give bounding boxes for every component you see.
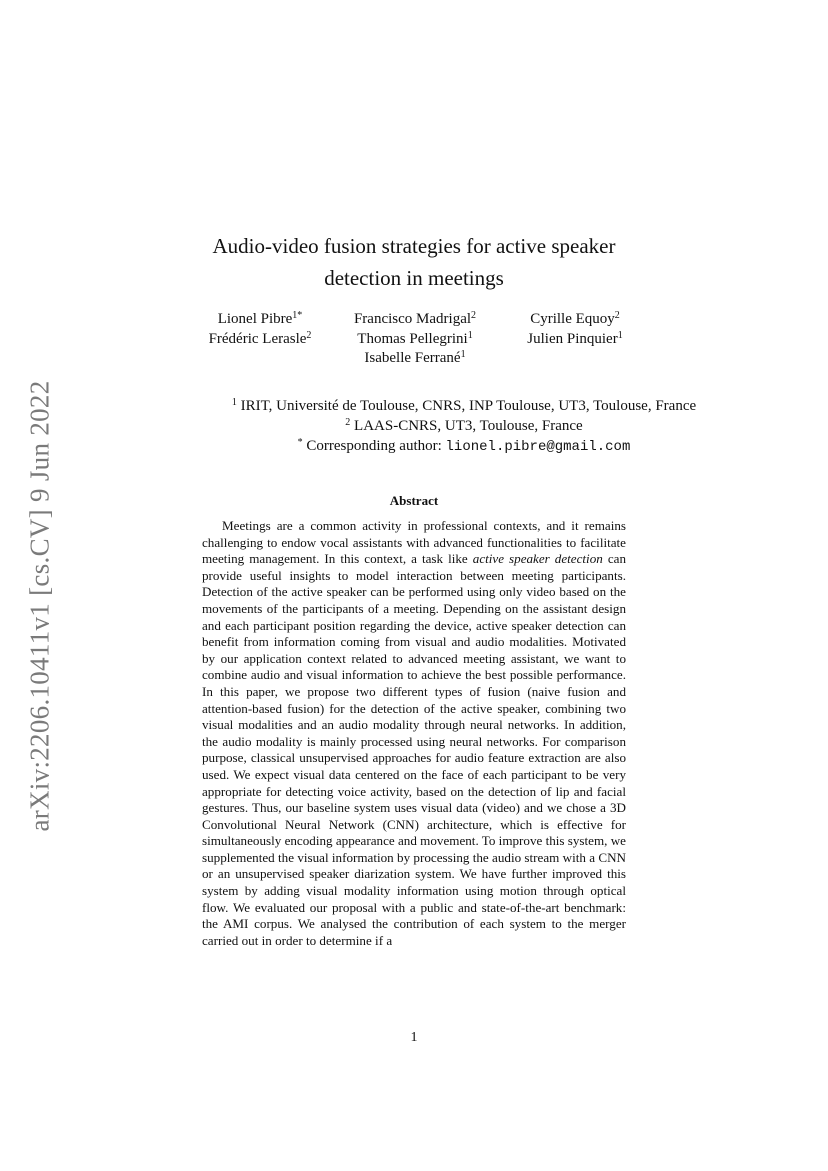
author-affiliation-mark: 2 (306, 329, 312, 341)
author (500, 310, 650, 330)
author (330, 349, 500, 369)
author-column-1 (180, 310, 340, 349)
author-name: Cyrille Equoy (530, 311, 615, 327)
author-affiliation-mark: 1 (467, 329, 473, 341)
author-column-3 (500, 310, 650, 349)
paper-title (150, 230, 678, 294)
author-name: Julien Pinquier (527, 330, 618, 347)
author-affiliation-mark: 1 (617, 329, 623, 341)
abstract-heading: Abstract (389, 493, 439, 508)
author-column-2 (330, 310, 500, 369)
affiliation-2: $^2$ LAAS-CNRS, UT3, Toulouse, France (345, 417, 583, 434)
author (180, 330, 340, 350)
author-name: Francisco Madrigal (353, 311, 472, 327)
author-affiliation-mark: 1 (460, 349, 466, 360)
corresponding-author: * Corresponding author: lionel.pibre@gmail.com (297, 437, 631, 455)
title-line-1: Audio-video fusion strategies for active speaker (212, 234, 616, 258)
author-affiliation-mark: 1* (292, 310, 303, 321)
abstract-emphasis: active speaker detection (472, 551, 603, 567)
corresponding-email[interactable]: lionel.pibre@gmail.com (445, 439, 631, 455)
author (180, 310, 340, 330)
arxiv-identifier-text: arXiv:2206.10411v1 [cs.CV] 9 Jun 2022 (24, 380, 55, 832)
author (330, 330, 500, 350)
author-name: Isabelle Ferrané (364, 350, 461, 366)
author (330, 310, 500, 330)
page-number: 1 (410, 1030, 418, 1045)
title-line-2: detection in meetings (324, 266, 504, 290)
abstract-body: Meetings are a common activity in professional contexts, and it remains challenging to endow vocal assistants with advanced functionalities to facilitate meeting management. In this context, a task like active speaker detection can provide useful insights to model interaction between meeting participants. Detection of the active speaker can be performed using only video based on the movements of the participants of a meeting. Depending on the assistant design and each participant position regarding the device, active speaker detection can benefit from information coming from visual and audio modalities. Motivated by our application context related to advanced meeting assistant, we want to combine audio and visual information to achieve the best possible performance. In this paper, we propose two different types of fusion (naive fusion and attention-based fusion) for the detection of the active speaker, combining two visual modalities and an audio modality through neural networks. In addition, the audio modality is mainly processed using neural networks. For comparison purpose, classical unsupervised approaches for audio feature extraction are also used. We expect visual data centered on the face of each participant to be very appropriate for detecting voice activity, based on the detection of lip and facial gestures. Thus, our baseline system uses visual data (video) and we chose a 3D Convolutional Neural Network (CNN) architecture, which is effective for simultaneously encoding appearance and movement. To improve this system, we supplemented the visual information by processing the audio stream with a CNN or an unsupervised speaker diarization system. We have further improved this system by adding visual modality information using motion through optical flow. We evaluated our proposal with a public and state-of-the-art benchmark: the AMI corpus. We analysed the contribution of each system to the merger carried out in order to determine if a (202, 518, 626, 948)
affiliation-1: $^1$ IRIT, Université de Toulouse, CNRS, INP Toulouse, UT3, Toulouse, France (231, 397, 697, 414)
author-name: Thomas Pellegrini (357, 330, 468, 347)
author-name: Lionel Pibre (217, 311, 293, 327)
author-name: Frédéric Lerasle (208, 330, 307, 347)
arxiv-identifier (20, 370, 60, 842)
author (500, 330, 650, 350)
author-affiliation-mark: 2 (471, 310, 477, 321)
affiliations (100, 396, 828, 457)
author-affiliation-mark: 2 (614, 310, 620, 321)
